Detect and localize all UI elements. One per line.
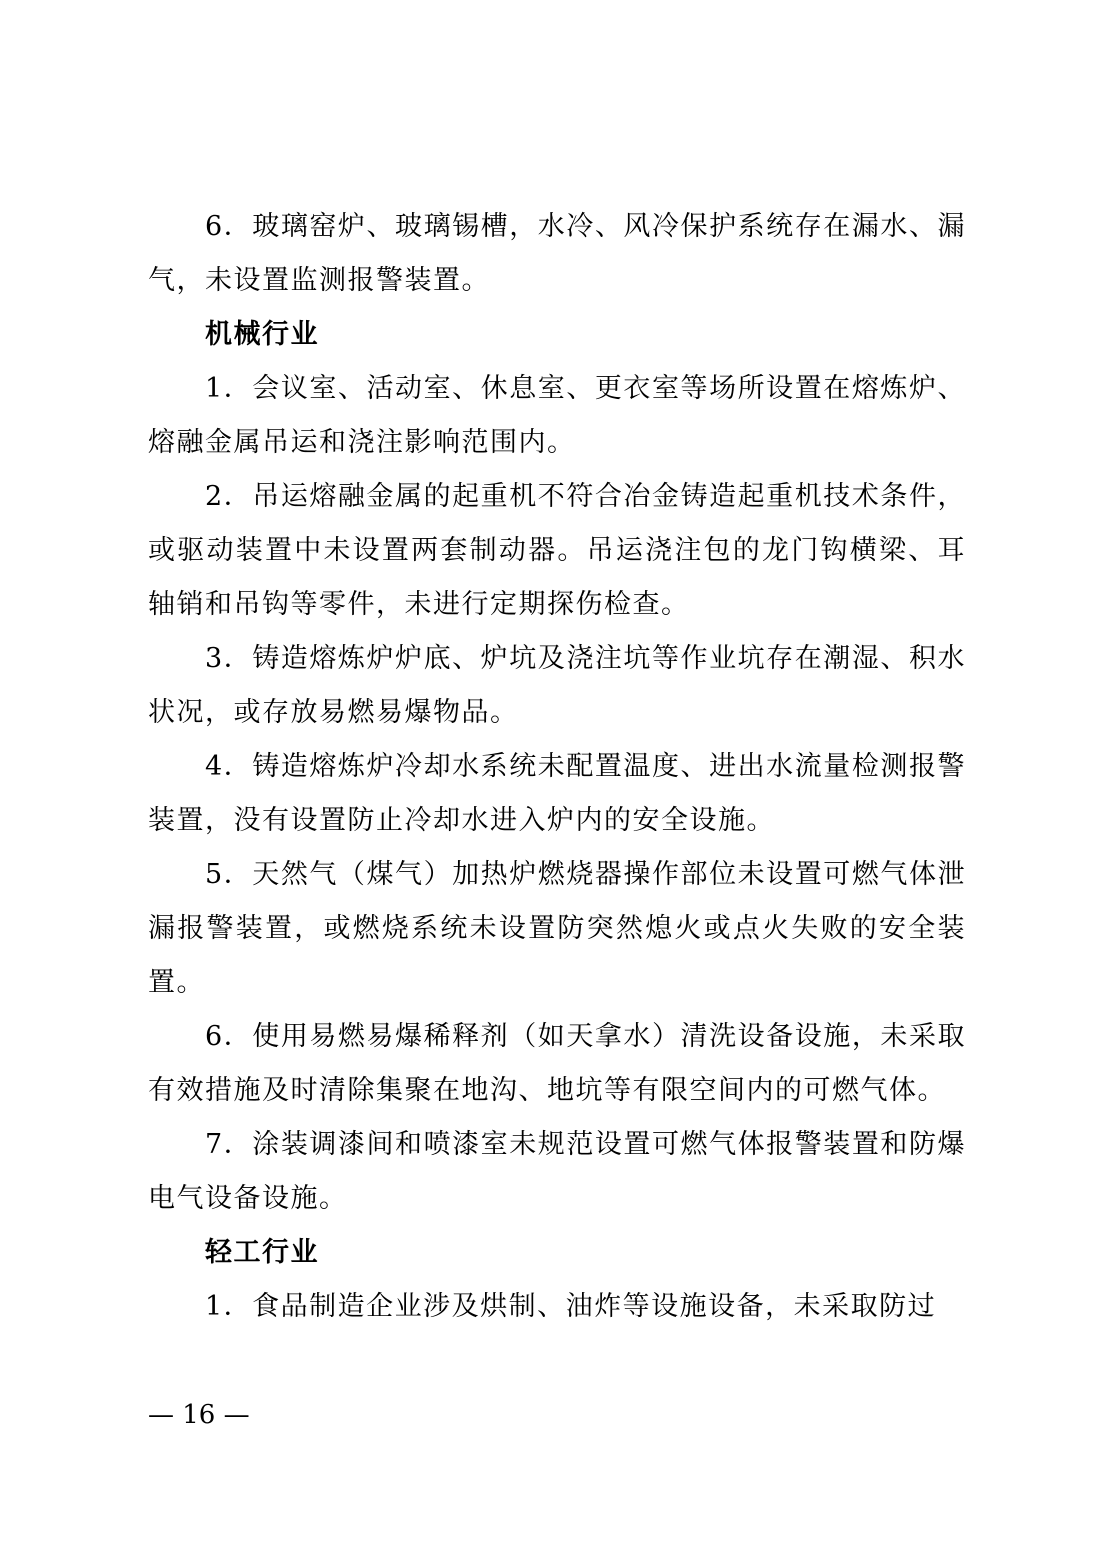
section-heading-light-industry: 轻工行业 [205, 1237, 319, 1268]
section-heading-machinery: 机械行业 [205, 319, 319, 350]
paragraph-machinery-3: 3．铸造熔炼炉炉底、炉坑及浇注坑等作业坑存在潮湿、积水状况，或存放易燃易爆物品。 [148, 643, 966, 728]
paragraph-machinery-1: 1．会议室、活动室、休息室、更衣室等场所设置在熔炼炉、熔融金属吊运和浇注影响范围内。 [148, 373, 966, 458]
document-body [148, 200, 966, 1334]
paragraph-machinery-7: 7．涂装调漆间和喷漆室未规范设置可燃气体报警装置和防爆电气设备设施。 [148, 1129, 966, 1214]
paragraph-machinery-2: 2．吊运熔融金属的起重机不符合冶金铸造起重机技术条件，或驱动装置中未设置两套制动器。吊运浇注包的龙门钩横梁、耳轴销和吊钩等零件，未进行定期探伤检查。 [148, 481, 966, 620]
paragraph-machinery-5: 5．天然气（煤气）加热炉燃烧器操作部位未设置可燃气体泄漏报警装置，或燃烧系统未设置防突然熄火或点火失败的安全装置。 [148, 859, 966, 998]
paragraph-light-industry-1: 1．食品制造企业涉及烘制、油炸等设施设备，未采取防过 [205, 1291, 937, 1322]
paragraph-glass-6: 6．玻璃窑炉、玻璃锡槽，水冷、风冷保护系统存在漏水、漏气，未设置监测报警装置。 [148, 211, 966, 296]
page-number: — 16 — [148, 1400, 250, 1430]
paragraph-machinery-6: 6．使用易燃易爆稀释剂（如天拿水）清洗设备设施，未采取有效措施及时清除集聚在地沟、地坑等有限空间内的可燃气体。 [148, 1021, 966, 1106]
paragraph-machinery-4: 4．铸造熔炼炉冷却水系统未配置温度、进出水流量检测报警装置，没有设置防止冷却水进入炉内的安全设施。 [148, 751, 966, 836]
